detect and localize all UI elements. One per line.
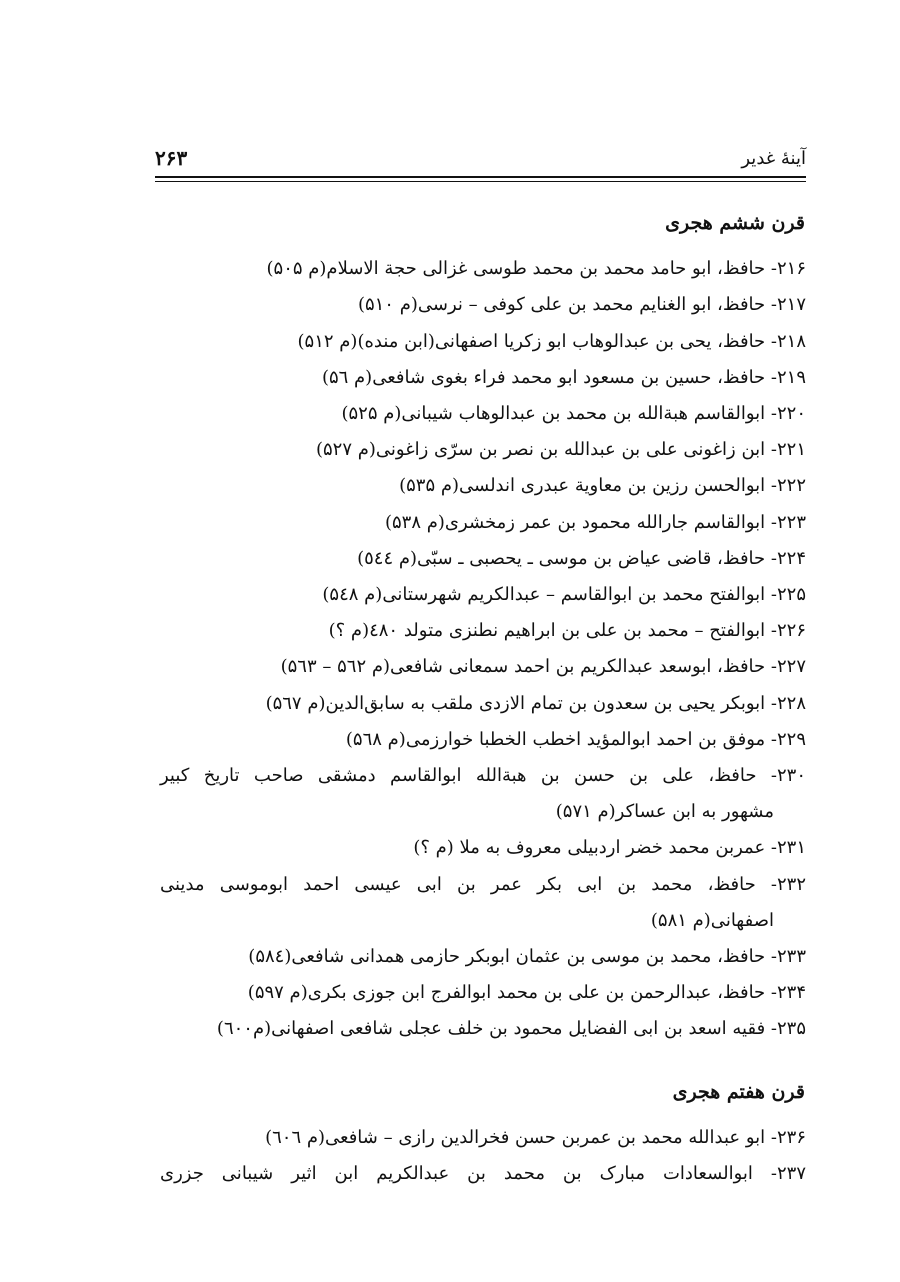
list-item: ۲۳۳- حافظ، محمد بن موسی بن عثمان ابوبکر حازمی همدانی شافعی(۵۸٤): [248, 946, 806, 967]
section-heading-6th-century: قرن ششم هجری: [665, 212, 805, 234]
list-item: ۲۲۴- حافظ، قاضی عیاض بن موسی ـ یحصبی ـ سبّی(م ٥٤٤): [357, 548, 806, 569]
list-item: ۲۲۶- ابوالفتح – محمد بن علی بن ابراهیم نطنزی متولد ٤۸۰(م ؟): [328, 620, 806, 641]
list-item: ۲۲۲- ابوالحسن رزین بن معاویة عبدری اندلسی(م ۵۳۵): [399, 475, 806, 496]
list-item: ۲۲۳- ابوالقاسم جارالله محمود بن عمر زمخشری(م ۵۳۸): [384, 512, 806, 533]
list-item: ۲۲۷- حافظ، ابوسعد عبدالکریم بن احمد سمعانی شافعی(م ۵٦۲ – ۵٦۳): [280, 656, 806, 677]
running-head: [155, 146, 806, 176]
list-item-continuation: اصفهانی(م ۵۸۱): [650, 910, 774, 931]
list-item: ۲۲۱- ابن زاغونی علی بن عبدالله بن نصر بن سرّی زاغونی(م ۵۲۷): [315, 439, 806, 460]
list-item: ۲۱۶- حافظ، ابو حامد محمد بن محمد طوسی غزالی حجة الاسلام(م ۵۰۵): [266, 258, 806, 279]
page-number: ۲۶۳: [155, 146, 188, 170]
header-rule: [155, 176, 806, 178]
list-item: ۲۱۸- حافظ، یحی بن عبدالوهاب ابو زکریا اصفهانی(ابن منده)(م ۵۱۲): [297, 331, 806, 352]
list-item: ۲۳۲- حافظ، محمد بن ابی بکر عمر بن ابی عیسی احمد ابوموسی مدینی: [160, 874, 806, 895]
list-item: ۲۳۷- ابوالسعادات مبارک بن محمد بن عبدالکریم ابن اثیر شیبانی جزری: [160, 1163, 806, 1184]
list-item: ۲۱۷- حافظ، ابو الغنایم محمد بن علی کوفی – نرسی(م ۵۱۰): [357, 294, 806, 315]
list-item: ۲۳۴- حافظ، عبدالرحمن بن علی بن محمد ابوالفرج ابن جوزی بکری(م ۵۹۷): [247, 982, 806, 1003]
list-item: ۲۱۹- حافظ، حسین بن مسعود ابو محمد فراء بغوی شافعی(م ۵٦): [321, 367, 806, 388]
running-title: آینهٔ غدیر: [741, 148, 806, 169]
list-item: ۲۲۹- موفق بن احمد ابوالمؤید اخطب الخطبا خوارزمی(م ۵٦۸): [345, 729, 806, 750]
list-item: ۲۳۶- ابو عبدالله محمد بن عمربن حسن فخرالدین رازی – شافعی(م ٦۰٦): [265, 1127, 806, 1148]
list-item: ۲۲۰- ابوالقاسم هبةالله بن محمد بن عبدالوهاب شیبانی(م ۵۲۵): [341, 403, 806, 424]
list-item: ۲۲۸- ابوبکر یحیی بن سعدون بن تمام الازدی ملقب به سابق‌الدین(م ۵٦۷): [265, 693, 806, 714]
list-item: ۲۳۵- فقیه اسعد بن ابی الفضایل محمود بن خلف عجلی شافعی اصفهانی(م٦۰۰): [216, 1018, 806, 1039]
list-item: ۲۳۱- عمربن محمد خضر اردبیلی معروف به ملا (م ؟): [413, 837, 806, 858]
list-item: ۲۲۵- ابوالفتح محمد بن ابوالقاسم – عبدالکریم شهرستانی(م ۵٤۸): [322, 584, 806, 605]
list-item-continuation: مشهور به ابن عساکر(م ۵۷۱): [555, 801, 774, 822]
section-heading-7th-century: قرن هفتم هجری: [672, 1081, 805, 1103]
list-item: ۲۳۰- حافظ، علی بن حسن بن هبةالله ابوالقاسم دمشقی صاحب تاریخ کبیر: [160, 765, 806, 786]
header-rule-thin: [155, 181, 806, 182]
